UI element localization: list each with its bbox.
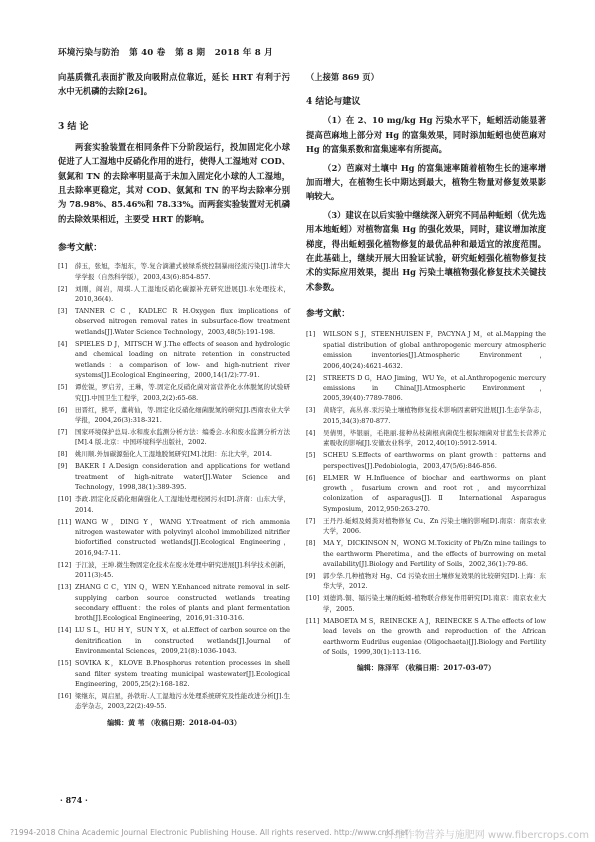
issue: 第 8 期 [175, 48, 206, 58]
reference-item: [10] 刘德鸿.铜、镉污染土壤的蚯蚓-植物联合修复作用研究[D].南京：南京农业大学，2005. [306, 594, 546, 613]
reference-item: [10] 李政.固定化反硝化细菌强化人工湿地处理校园污水[D].济南：山东大学，2014. [58, 495, 290, 514]
reference-item: [11] WANG W，DING Y，WANG Y.Treatment of rich ammonia nitrogen wastewater with polyvinyl alcohol immobilized nitrifier biofortified constructed wetlands[J].Ecological Engineering，2016,94:7-11. [58, 517, 290, 557]
reference-item: [3] TANNER C C，KADLEC R H.Oxygen flux implications of observed nitrogen removal rates in subsurface-flow treatment wetlands[J].Water Science Technology，2003,48(5):191-198. [58, 307, 290, 336]
conclusion-point-2: （2）芭麻对土壤中 Hg 的富集速率随着植物生长的速率增加而增大，在植物生长中期达到最大，植物生物量对修复效果影响较大。 [306, 162, 546, 202]
reference-item: [1] 薛玉，张旭，李旭东，等.复合滴灌式被绿系统控制暴雨径流污染[J].清华大学学报（自然科学版），2003,43(6):854-857. [58, 262, 290, 281]
reference-item: [6] 田晋红，熊平，董莉仙，等.固定化反硝化细菌脱氮的研究[J].西南农业大学学报，2004,26(3):318-321. [58, 405, 290, 424]
intro-text: 向基质微孔表面扩散及向吸附点位靠近，延长 HRT 有利于污水中无机磷的去除[26]。 [58, 72, 290, 97]
volume: 第 40 卷 [129, 48, 166, 58]
reference-item: [13] ZHANG C C，YIN Q，WEN Y.Enhanced nitrate removal in self-supplying carbon source constructed wetlands treating secondary effluent：the roles of plants and plant fermentation broth[J].Ecological Engineering，2016,91:310-316. [58, 583, 290, 623]
reference-item: [7] 国家环境保护总局.水和废水监测分析方法：编委会.水和废水监测分析方法[M].4 版.北京：中国环境科学出版社，2002. [58, 427, 290, 447]
reference-item: [8] 姚川顺.外加碳源强化人工湿地脱氮研究[M].沈阳：东北大学，2014. [58, 450, 272, 459]
journal-name: 环境污染与防治 [58, 48, 120, 58]
reference-item: [5] SCHEU S.Effects of earthworms on plant growth：patterns and perspectives[J].Pedobiologia，2003,47(5/6):846-856. [306, 451, 546, 470]
conclusion-text: 两套实验装置在相同条件下分阶段运行，投加固定化小球促进了人工湿地中反硝化作用的进行，使得人工湿地对 COD、氨氮和 TN 的去除率明显高于未加入固定化小球的人工湿地，且去除率更稳定，其对 COD、氨氮和 TN 的平均去除率分别为 78.98%、85.46%和 78.33%。而两套实验装置对无机磷的去除效果相近，主要受 HRT 的影响。 [58, 141, 290, 224]
page-number: · 874 · [60, 795, 88, 805]
reference-item: [15] SOVIKA K，KLOVE B.Phosphorus retention processes in shell sand filter system treating municipal wastewater[J].Ecological Engineering，2005,25(2):168-182. [58, 659, 290, 688]
reference-item: [12] 于江波，王坤.微生物固定化技术在废水处理中研究进展[J].科学技术创新，2011(3):45. [58, 560, 290, 580]
conclusion-point-1: （1）在 2、10 mg/kg Hg 污染水平下，蚯蚓活动能显著提高芭麻地上部分对 Hg 的富集效果，同时添加蚯蚓也使芭麻对 Hg 的富集系数和富集速率有所提高。 [306, 115, 546, 155]
conclusion-point-3: （3）建议在以后实验中继续深入研究不同品种蚯蚓（优先选用本地蚯蚓）对植物富集 Hg 的强化效果，同时，建议增加浓度梯度，得出蚯蚓强化植物修复的最优品种和最适宜的浓度范围。在此基础上，继续开展大田验证试验，研究蚯蚓强化植物修复技术的实际应用效果，提出 Hg 污染土壤植物强化修复技术关键技术参数。 [306, 209, 546, 292]
references-title: 参考文献： [58, 243, 102, 254]
reference-item: [2] STREETS D G，HAO Jiming，WU Ye，et al.Anthropogenic mercury emissions in China[J].Atmospheric Environment，2005,39(40):7789-7806. [306, 373, 546, 403]
references-title: 参考文献： [306, 309, 350, 320]
section-4-title: 4 结论与建议 [306, 97, 361, 108]
right-reference-list [306, 329, 546, 657]
reference-item: [4] 吴倩男，毕银丽，毛艳丽.接种丛枝菌根真菌促生根际细菌对甘蓝生长营养元素吸收的影响[J].安徽农业科学，2012,40(10):5912-5914. [306, 428, 546, 448]
reference-item: [6] ELMER W H.Influence of biochar and earthworms on plant growth，fusarium crown and root rot，and mycorrhizal colonization of asparagus[J].Ⅱ International Asparagus Symposium，2012,950:263-270. [306, 473, 546, 513]
reference-item: [14] LU S L，HU H Y，SUN Y X，et al.Effect of carbon source on the denitrification in constructed wetlands[J].Journal of Environmental Sciences，2009,21(8):1036-1043. [58, 626, 290, 656]
reference-item: [7] 王丹丹.蚯蚓及蚓粪对植物修复 Cu、Zn 污染土壤的影响[D].南京：南京农业大学，2006. [306, 516, 546, 536]
left-reference-list [58, 261, 290, 712]
watermark: 纤维作物营养与施肥网 www.fibercrops.com [384, 830, 589, 841]
running-header [58, 46, 273, 58]
reference-item: [3] 黄晓宇，高丛喜.汞污染土壤植物修复技术影响因素研究进展[J].生态学杂志，2015,34(3):870-877. [306, 406, 546, 425]
reference-item: [9] 郭少华.几种植物对 Hg、Cd 污染农田土壤修复效果的比较研究[D].上海：东华大学，2012. [306, 571, 546, 591]
reference-item: [9] BAKER I A.Design consideration and applications for wetland treatment of high-nitrate water[J].Water Science and Technology，1998,38(1):389-395. [58, 462, 290, 492]
reference-item: [16] 梁继东，周启星，孙铁珩.人工湿地污水处理系统研究及性能改进分析[J].生态学杂志，2003,22(2):49-55. [58, 692, 290, 711]
reference-item: [1] WILSON S J，STEENHUISEN F，PACYNA J M，et al.Mapping the spatial distribution of global anthropogenic mercury atmospheric emission inventories[J].Atmospheric Environment，2006,40(24):4621-4632. [306, 330, 546, 370]
section-3-title: 3 结 论 [58, 121, 89, 132]
reference-item: [5] 谭佐锐，罗启芳，王琳，等.固定化反硝化菌对富营养化水体脱氮的试验研究[J].中国卫生工程学，2003,2(2):65-68. [58, 383, 290, 402]
issue-date: 2018 年 8 月 [214, 48, 273, 58]
reference-item: [11] MABOETA M S，REINECKE A J，REINECKE S A.The effects of low lead levels on the growth and reproduction of the African earthworm Eudrilus eugeniae (Oligochaeta)[J].Biology and Fertility of Soils，1999,30(1):113-116. [306, 616, 546, 656]
reference-item: [4] SPIELES D J，MITSCH W J.The effects of season and hydrologic and chemical loading on nitrate retention in constructed wetlands：a comparison of low- and high-nutrient river systems[J].Ecological Engineering，2000,14(1/2):77-91. [58, 339, 290, 380]
right-column [306, 70, 546, 673]
editor-note: 编辑：陈泽军 （收稿日期：2017-03-07） [356, 663, 496, 673]
continued-note: （上接第 869 页） [306, 72, 379, 82]
copyright-notice: ?1994-2018 China Academic Journal Electronic Publishing House. All rights reserved. http://www.cnki.net [10, 828, 409, 837]
footer-bar [0, 826, 595, 842]
left-column [58, 70, 290, 728]
editor-note: 编辑：黄 苇 （收稿日期：2018-04-03） [107, 717, 241, 727]
reference-item: [2] 刘刚，阎岩，周琪.人工湿地反硝化碳源补充研究进展[J].水处理技术，2010,36(4). [58, 284, 290, 304]
reference-item: [8] MA Y，DICKINSON N，WONG M.Toxicity of Pb/Zn mine tailings to the earthworm Pheretima，and the effects of burrowing on metal availability[J].Biology and Fertility of Soils，2002,36(1):79-86. [306, 539, 546, 568]
